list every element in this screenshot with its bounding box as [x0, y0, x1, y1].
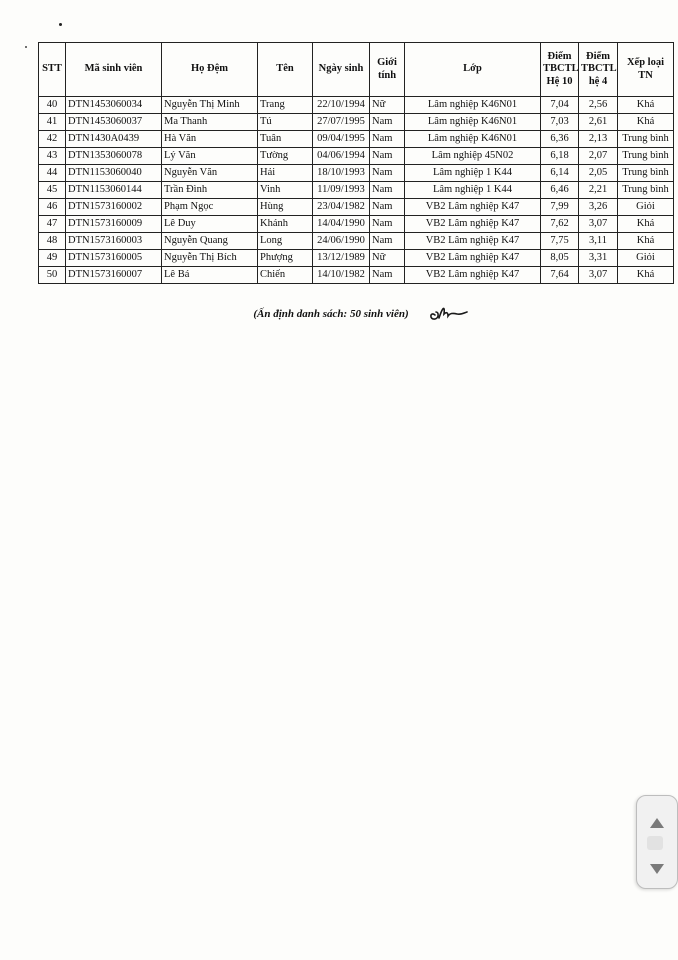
cell-gpa10: 7,64: [541, 267, 579, 284]
cell-dob: 18/10/1993: [313, 165, 370, 182]
cell-student-id: DTN1453060034: [66, 97, 162, 114]
cell-dob: 13/12/1989: [313, 250, 370, 267]
cell-first-name: Tuân: [258, 131, 313, 148]
cell-dob: 04/06/1994: [313, 148, 370, 165]
cell-gender: Nam: [370, 165, 405, 182]
cell-gpa10: 7,75: [541, 233, 579, 250]
header-gpa4: Điểm TBCTL hệ 4: [579, 43, 618, 97]
cell-first-name: Chiến: [258, 267, 313, 284]
cell-dob: 22/10/1994: [313, 97, 370, 114]
cell-gender: Nam: [370, 148, 405, 165]
cell-gender: Nam: [370, 267, 405, 284]
cell-dob: 27/07/1995: [313, 114, 370, 131]
cell-dob: 14/04/1990: [313, 216, 370, 233]
header-dob: Ngày sinh: [313, 43, 370, 97]
cell-first-name: Khánh: [258, 216, 313, 233]
cell-dob: 14/10/1982: [313, 267, 370, 284]
cell-rank: Khá: [618, 216, 674, 233]
cell-stt: 49: [39, 250, 66, 267]
cell-gpa4: 3,07: [579, 267, 618, 284]
cell-class: VB2 Lâm nghiệp K47: [405, 233, 541, 250]
cell-first-name: Vinh: [258, 182, 313, 199]
scan-speck: [25, 46, 27, 48]
cell-last-middle-name: Lý Văn: [162, 148, 258, 165]
cell-last-middle-name: Ma Thanh: [162, 114, 258, 131]
cell-last-middle-name: Lê Duy: [162, 216, 258, 233]
header-gpa10: Điểm TBCTL Hệ 10: [541, 43, 579, 97]
cell-dob: 09/04/1995: [313, 131, 370, 148]
triangle-up-icon[interactable]: [650, 818, 664, 828]
cell-stt: 40: [39, 97, 66, 114]
cell-gpa4: 3,26: [579, 199, 618, 216]
scroll-thumb[interactable]: [647, 836, 663, 850]
table-row: [39, 131, 674, 148]
caption-text: (Ấn định danh sách: 50 sinh viên): [253, 308, 409, 320]
cell-first-name: Trang: [258, 97, 313, 114]
cell-rank: Trung bình: [618, 148, 674, 165]
cell-rank: Khá: [618, 267, 674, 284]
cell-class: Lâm nghiệp 1 K44: [405, 182, 541, 199]
cell-last-middle-name: Nguyễn Văn: [162, 165, 258, 182]
cell-gpa10: 6,14: [541, 165, 579, 182]
cell-stt: 43: [39, 148, 66, 165]
cell-gender: Nam: [370, 182, 405, 199]
header-rank: Xếp loại TN: [618, 43, 674, 97]
cell-last-middle-name: Trần Đình: [162, 182, 258, 199]
cell-gpa10: 6,46: [541, 182, 579, 199]
cell-class: VB2 Lâm nghiệp K47: [405, 216, 541, 233]
list-caption: [0, 308, 662, 320]
header-last-middle-name: Họ Đệm: [162, 43, 258, 97]
cell-gender: Nam: [370, 131, 405, 148]
cell-gpa10: 7,99: [541, 199, 579, 216]
handwritten-signature: [426, 303, 470, 325]
cell-class: VB2 Lâm nghiệp K47: [405, 199, 541, 216]
table-row: [39, 114, 674, 131]
cell-gpa4: 2,13: [579, 131, 618, 148]
header-stt: STT: [39, 43, 66, 97]
table-row: [39, 233, 674, 250]
table-row: [39, 182, 674, 199]
cell-gender: Nữ: [370, 250, 405, 267]
cell-gpa4: 2,21: [579, 182, 618, 199]
table-row: [39, 165, 674, 182]
cell-student-id: DTN1353060078: [66, 148, 162, 165]
cell-gender: Nam: [370, 114, 405, 131]
table-row: [39, 216, 674, 233]
cell-gender: Nam: [370, 199, 405, 216]
cell-rank: Giỏi: [618, 199, 674, 216]
cell-gpa4: 2,61: [579, 114, 618, 131]
cell-stt: 48: [39, 233, 66, 250]
cell-stt: 41: [39, 114, 66, 131]
cell-class: Lâm nghiệp 45N02: [405, 148, 541, 165]
cell-student-id: DTN1573160009: [66, 216, 162, 233]
table-row: [39, 199, 674, 216]
cell-rank: Khá: [618, 233, 674, 250]
student-grade-table: [38, 42, 674, 284]
cell-gpa10: 7,62: [541, 216, 579, 233]
cell-last-middle-name: Nguyễn Thị Bích: [162, 250, 258, 267]
page-scroll-widget[interactable]: [636, 795, 678, 889]
cell-first-name: Tường: [258, 148, 313, 165]
cell-stt: 46: [39, 199, 66, 216]
cell-rank: Khá: [618, 114, 674, 131]
cell-class: Lâm nghiệp K46N01: [405, 114, 541, 131]
cell-class: VB2 Lâm nghiệp K47: [405, 267, 541, 284]
cell-class: Lâm nghiệp 1 K44: [405, 165, 541, 182]
header-gender: Giới tính: [370, 43, 405, 97]
cell-dob: 11/09/1993: [313, 182, 370, 199]
cell-student-id: DTN1430A0439: [66, 131, 162, 148]
cell-student-id: DTN1153060040: [66, 165, 162, 182]
table-header-row: [39, 43, 674, 97]
cell-gpa4: 3,07: [579, 216, 618, 233]
header-first-name: Tên: [258, 43, 313, 97]
cell-dob: 24/06/1990: [313, 233, 370, 250]
cell-stt: 47: [39, 216, 66, 233]
cell-last-middle-name: Phạm Ngọc: [162, 199, 258, 216]
cell-gpa4: 2,56: [579, 97, 618, 114]
cell-gender: Nam: [370, 233, 405, 250]
header-class: Lớp: [405, 43, 541, 97]
cell-student-id: DTN1453060037: [66, 114, 162, 131]
cell-last-middle-name: Lê Bá: [162, 267, 258, 284]
cell-first-name: Phượng: [258, 250, 313, 267]
cell-first-name: Long: [258, 233, 313, 250]
table-row: [39, 97, 674, 114]
cell-student-id: DTN1573160007: [66, 267, 162, 284]
cell-rank: Trung bình: [618, 165, 674, 182]
cell-student-id: DTN1573160002: [66, 199, 162, 216]
table-row: [39, 148, 674, 165]
table-row: [39, 267, 674, 284]
cell-gpa4: 2,05: [579, 165, 618, 182]
cell-gpa10: 7,03: [541, 114, 579, 131]
cell-class: VB2 Lâm nghiệp K47: [405, 250, 541, 267]
cell-class: Lâm nghiệp K46N01: [405, 131, 541, 148]
cell-gpa10: 6,36: [541, 131, 579, 148]
cell-stt: 42: [39, 131, 66, 148]
cell-rank: Trung bình: [618, 131, 674, 148]
cell-gpa4: 3,31: [579, 250, 618, 267]
cell-first-name: Hải: [258, 165, 313, 182]
cell-dob: 23/04/1982: [313, 199, 370, 216]
cell-rank: Khá: [618, 97, 674, 114]
cell-first-name: Hùng: [258, 199, 313, 216]
cell-gpa4: 2,07: [579, 148, 618, 165]
cell-last-middle-name: Hà Văn: [162, 131, 258, 148]
scan-speck: [59, 23, 62, 26]
cell-student-id: DTN1153060144: [66, 182, 162, 199]
cell-gpa4: 3,11: [579, 233, 618, 250]
cell-stt: 45: [39, 182, 66, 199]
cell-last-middle-name: Nguyễn Thị Minh: [162, 97, 258, 114]
cell-class: Lâm nghiệp K46N01: [405, 97, 541, 114]
cell-rank: Trung bình: [618, 182, 674, 199]
cell-stt: 44: [39, 165, 66, 182]
cell-gpa10: 6,18: [541, 148, 579, 165]
cell-rank: Giỏi: [618, 250, 674, 267]
cell-gpa10: 7,04: [541, 97, 579, 114]
cell-gpa10: 8,05: [541, 250, 579, 267]
cell-last-middle-name: Nguyễn Quang: [162, 233, 258, 250]
cell-stt: 50: [39, 267, 66, 284]
table-row: [39, 250, 674, 267]
cell-gender: Nữ: [370, 97, 405, 114]
cell-student-id: DTN1573160005: [66, 250, 162, 267]
header-student-id: Mã sinh viên: [66, 43, 162, 97]
cell-first-name: Tú: [258, 114, 313, 131]
cell-student-id: DTN1573160003: [66, 233, 162, 250]
triangle-down-icon[interactable]: [650, 864, 664, 874]
cell-gender: Nam: [370, 216, 405, 233]
